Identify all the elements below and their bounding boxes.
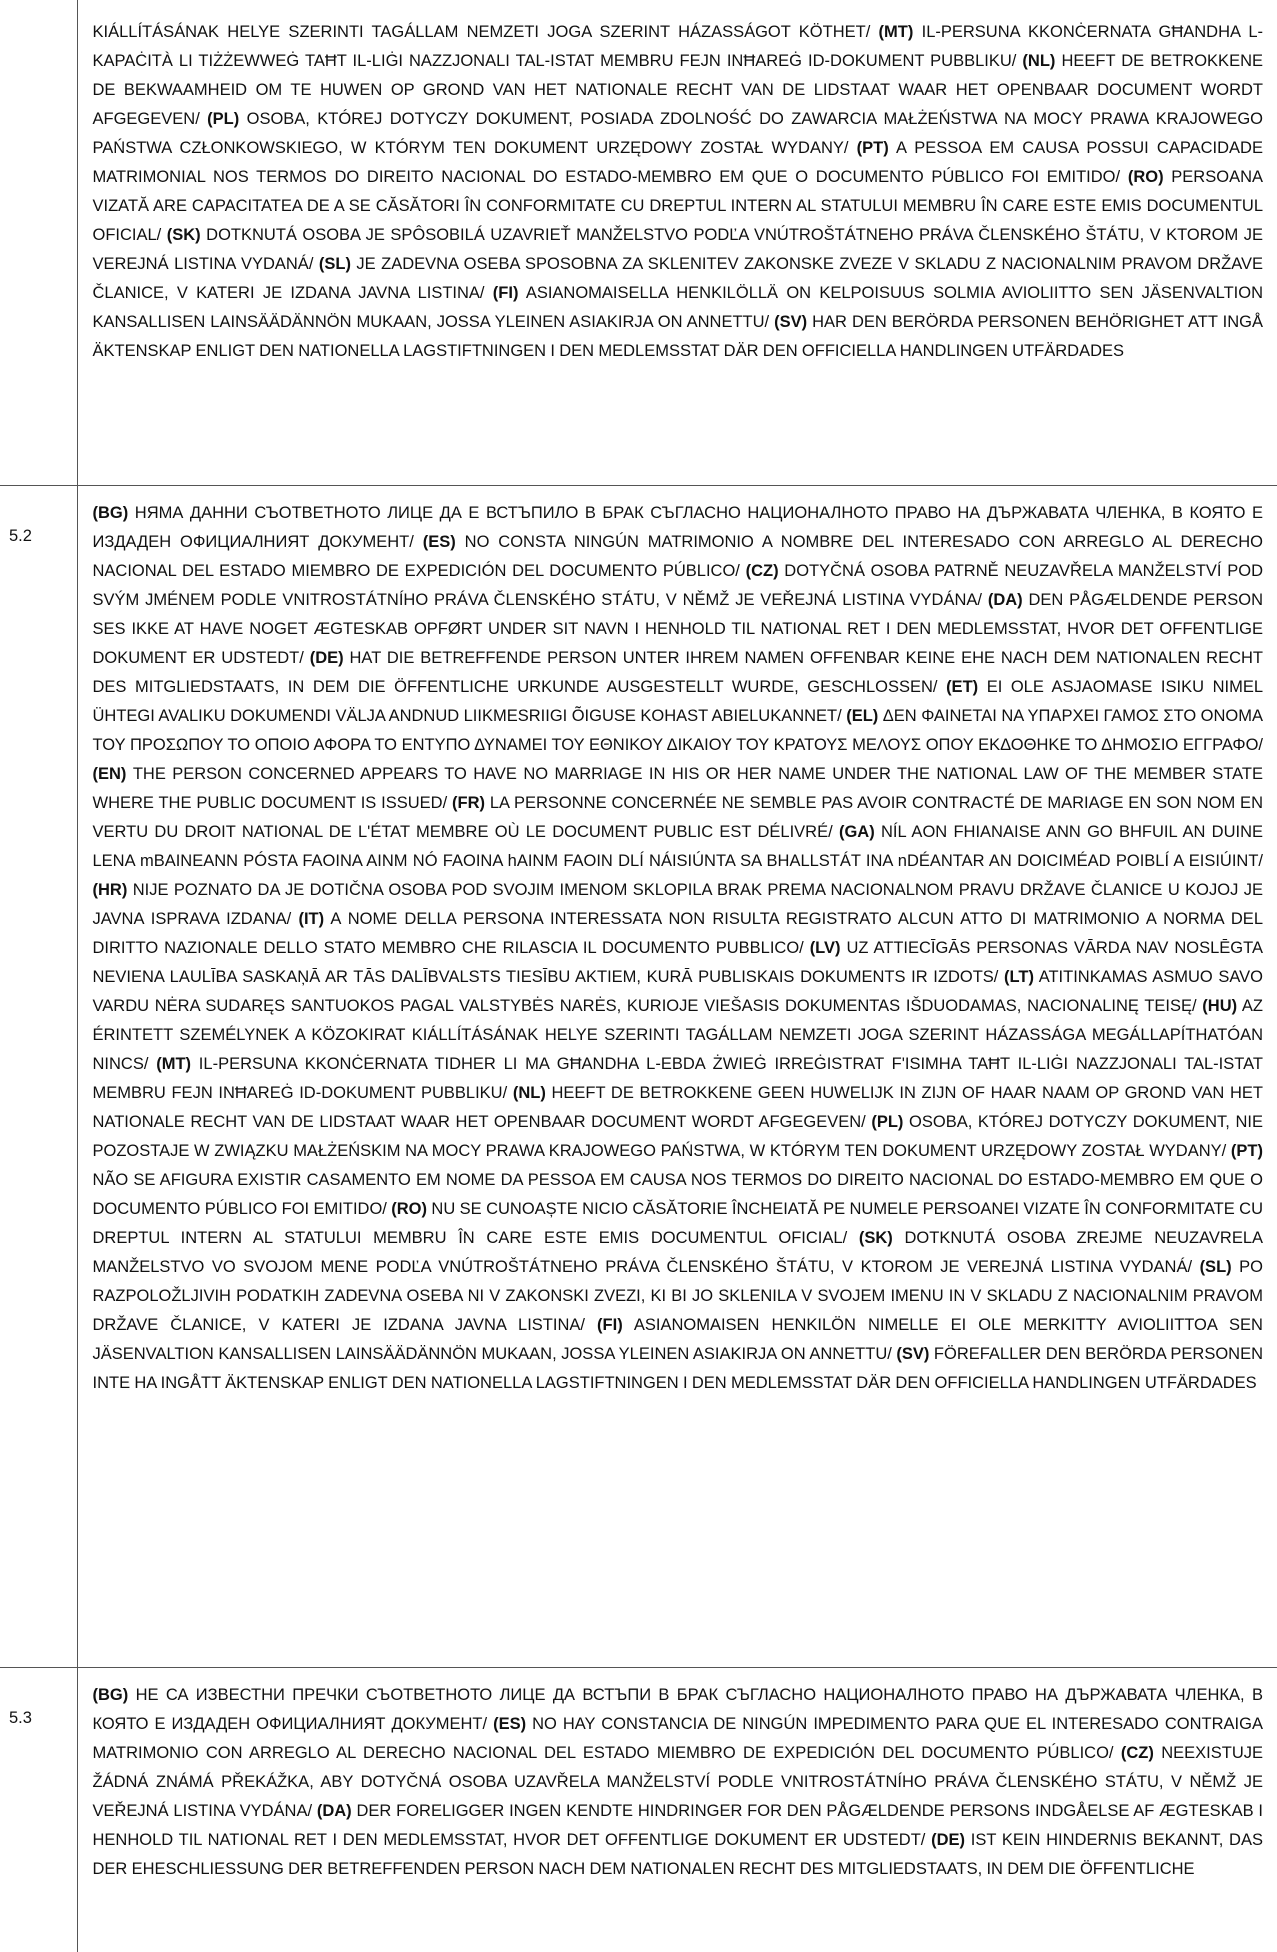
segment-text: NÍL AON FHIANAISE ANN GO BHFUIL AN DUINE LENA mBAINEANN PÓSTA FAOINA AINM NÓ FAOINA hAINM FAOIN DLÍ NÁISIÚNTA SA BHALLSTÁT INA nDÉANTAR AN DOICIMÉAD POIBLÍ A EISIÚINT/ — [92, 822, 1263, 870]
language-code: (IT) — [298, 909, 325, 928]
segment-text: IL-PERSUNA KKONĊERNATA GĦANDHA L-KAPAĊITÀ LI TIŻŻEWWEĠ TAĦT IL-LIĠI NAZZJONALI TAL-ISTAT MEMBRU FEJN INĦAREĠ ID-DOKUMENT PUBBLIKU/ — [92, 23, 1263, 70]
segment-text: HAT DIE BETREFFENDE PERSON UNTER IHREM NAMEN OFFENBAR KEINE EHE NACH DEM NATIONALEN RECHT DES MITGLIEDSTAATS, IN DEM DIE ÖFFENTLICHE URKUNDE AUSGESTELLT WURDE, GESCHLOSSEN/ — [92, 648, 1263, 696]
segment-text: PO RAZPOLOŽLJIVIH PODATKIH ZADEVNA OSEBA NI V ZAKONSKI ZVEZI, KI BI JO SKLENILA V SVOJEM IMENU IN V SKLADU Z NACIONALNIM PRAVOM DRŽAVE ČLANICE, V KATERI JE IZDANA JAVNA LISTINA/ — [92, 1257, 1264, 1334]
segment-text: NÃO SE AFIGURA EXISTIR CASAMENTO EM NOME DA PESSOA EM CAUSA NOS TERMOS DO DIREITO NACIONAL DO ESTADO-MEMBRO EM QUE O DOCUMENTO PÚBLICO FOI EMITIDO/ — [92, 1170, 1263, 1218]
language-code: (SL) — [318, 255, 351, 273]
segment-text: HEEFT DE BETROKKENE DE BEKWAAMHEID OM TE HUWEN OP GROND VAN HET NATIONALE RECHT VAN DE LIDSTAAT WAAR HET OPENBAAR DOCUMENT WORDT AFGEGEVEN/ — [92, 52, 1263, 128]
language-code: (MT) — [156, 1054, 192, 1073]
language-code: (PT) — [856, 139, 889, 157]
language-code: (EL) — [846, 706, 879, 725]
language-code: (SK) — [166, 226, 201, 244]
segment-text: JE ZADEVNA OSEBA SPOSOBNA ZA SKLENITEV ZAKONSKE ZVEZE V SKLADU Z NACIONALNIM PRAVOM DRŽAVE ČLANICE, V KATERI JE IZDANA JAVNA LISTINA/ — [92, 255, 1263, 302]
language-code: (PL) — [207, 110, 240, 128]
language-code: (HR) — [92, 880, 128, 899]
row-number: 5.2 — [0, 485, 77, 1667]
language-code: (BG) — [92, 1685, 129, 1704]
segment-text: A PESSOA EM CAUSA POSSUI CAPACIDADE MATRIMONIAL NOS TERMOS DO DIREITO NACIONAL DO ESTADO-MEMBRO EM QUE O DOCUMENTO PÚBLICO FOI EMITIDO/ — [92, 139, 1263, 186]
language-code: (ES) — [422, 532, 456, 551]
segment-text: HAR DEN BERÖRDA PERSONEN BEHÖRIGHET ATT INGÅ ÄKTENSKAP ENLIGT DEN NATIONELLA LAGSTIFTNINGEN I DEN MEDLEMSSTAT DÄR DEN OFFICIELLA HANDLINGEN UTFÄRDADES — [92, 313, 1263, 360]
table-row — [0, 0, 1277, 485]
segment-text: DOTKNUTÁ OSOBA ZREJME NEUZAVRELA MANŽELSTVO VO SVOJOM MENE PODĽA VNÚTROŠTÁTNEHO PRÁVA ČLENSKÉHO ŠTÁTU, V KTOROM JE VEREJNÁ LISTINA VYDANÁ/ — [92, 1228, 1264, 1276]
segment-text: KIÁLLÍTÁSÁNAK HELYE SZERINTI TAGÁLLAM NEMZETI JOGA SZERINT HÁZASSÁGOT KÖTHET/ — [92, 23, 879, 41]
language-code: (SV) — [896, 1344, 930, 1363]
segment-text: NEEXISTUJE ŽÁDNÁ ZNÁMÁ PŘEKÁŽKA, ABY DOTYČNÁ OSOBA UZAVŘELA MANŽELSTVÍ PODLE VNITROSTÁTNÍHO PRÁVA ČLENSKÉHO STÁTU, V NĚMŽ JE VEŘEJNÁ LISTINA VYDÁNA/ — [92, 1743, 1263, 1820]
segment-text: NIJE POZNATO DA JE DOTIČNA OSOBA POD SVOJIM IMENOM SKLOPILA BRAK PREMA NACIONALNOM PRAVU DRŽAVE ČLANICE U KOJOJ JE JAVNA ISPRAVA IZDANA/ — [92, 880, 1263, 928]
table-row — [0, 1667, 1277, 1952]
row-number: 5.3 — [0, 1667, 77, 1952]
language-code: (DE) — [931, 1830, 966, 1849]
segment-text: A NOME DELLA PERSONA INTERESSATA NON RISULTA REGISTRATO ALCUN ATTO DI MATRIMONIO A NORMA DEL DIRITTO NAZIONALE DELLO STATO MEMBRO CHE RILASCIA IL DOCUMENTO PUBBLICO/ — [92, 909, 1263, 957]
language-code: (PL) — [871, 1112, 904, 1131]
segment-text: DER FORELIGGER INGEN KENDTE HINDRINGER FOR DEN PÅGÆLDENDE PERSONS INDGÅELSE AF ÆGTESKAB I HENHOLD TIL NATIONAL RET I DEN MEDLEMSSTAT, HVOR DET OFFENTLIGE DOKUMENT ER UDSTEDT/ — [92, 1801, 1263, 1849]
language-code: (NL) — [512, 1083, 546, 1102]
segment-text: ΔΕΝ ΦΑΙΝΕΤΑΙ ΝΑ ΥΠΑΡΧΕΙ ΓΑΜΟΣ ΣΤΟ ΟΝΟΜΑ ΤΟΥ ΠΡΟΣΩΠΟΥ ΤΟ ΟΠΟΙΟ ΑΦΟΡΑ ΤΟ ΕΝΤΥΠΟ ΔΥΝΑΜΕΙ ΤΟΥ ΕΘΝΙΚΟΥ ΔΙΚΑΙΟΥ ΤΟΥ ΚΡΑΤΟΥΣ ΜΕΛΟΥΣ ΟΠΟΥ ΕΚΔΟΘΗΚΕ ΤΟ ΔΗΜΟΣΙΟ ΕΓΓΡΑΦΟ/ — [92, 706, 1263, 754]
language-code: (FI) — [597, 1315, 623, 1334]
segment-text: НЯМА ДАННИ СЪОТВЕТНОТО ЛИЦЕ ДА Е ВСТЪПИЛО В БРАК СЪГЛАСНО НАЦИОНАЛНОТО ПРАВО НА ДЪРЖАВАТА ЧЛЕНКА, В КОЯТО Е ИЗДАДЕН ОФИЦИАЛНИЯТ ДОКУМЕНТ/ — [92, 503, 1263, 551]
language-code: (SK) — [858, 1228, 893, 1247]
segment-text: AZ ÉRINTETT SZEMÉLYNEK A KÖZOKIRAT KIÁLLÍTÁSÁNAK HELYE SZERINTI TAGÁLLAM NEMZETI JOGA SZERINT HÁZASSÁGA MEGÁLLAPÍTHATÓAN NINCS/ — [92, 996, 1263, 1073]
language-code: (DA) — [316, 1801, 352, 1820]
row-text — [77, 485, 1277, 1667]
segment-text: LA PERSONNE CONCERNÉE NE SEMBLE PAS AVOIR CONTRACTÉ DE MARIAGE EN SON NOM EN VERTU DU DROIT NATIONAL DE L'ÉTAT MEMBRE OÙ LE DOCUMENT PUBLIC EST DÉLIVRÉ/ — [92, 793, 1263, 841]
segment-text: ATITINKAMAS ASMUO SAVO VARDU NĖRA SUDARĘS SANTUOKOS PAGAL VALSTYBĖS NARĖS, KURIOJE VIEŠASIS DOKUMENTAS IŠDUODAMAS, NACIONALINĘ TEISĘ/ — [92, 967, 1263, 1015]
language-code: (CZ) — [1120, 1743, 1154, 1762]
segment-text: ASIANOMAISELLA HENKILÖLLÄ ON KELPOISUUS SOLMIA AVIOLIITTO SEN JÄSENVALTION KANSALLISEN LAINSÄÄDÄNNÖN MUKAAN, JOSSA YLEINEN ASIAKIRJA ON ANNETTU/ — [92, 284, 1263, 331]
segment-text: NO HAY CONSTANCIA DE NINGÚN IMPEDIMENTO PARA QUE EL INTERESADO CONTRAIGA MATRIMONIO CON ARREGLO AL DERECHO NACIONAL DEL ESTADO MIEMBRO DE EXPEDICIÓN DEL DOCUMENTO PÚBLICO/ — [92, 1714, 1263, 1762]
language-code: (ES) — [493, 1714, 527, 1733]
segment-text: IL-PERSUNA KKONĊERNATA TIDHER LI MA GĦANDHA L-EBDA ŻWIEĠ IRREĠISTRAT F'ISIMHA TAĦT IL-LIĠI NAZZJONALI TAL-ISTAT MEMBRU FEJN INĦAREĠ ID-DOKUMENT PUBBLIKU/ — [92, 1054, 1263, 1102]
segment-text: FÖREFALLER DEN BERÖRDA PERSONEN INTE HA INGÅTT ÄKTENSKAP ENLIGT DEN NATIONELLA LAGSTIFTNINGEN I DEN MEDLEMSSTAT DÄR DEN OFFICIELLA HANDLINGEN UTFÄRDADES — [92, 1344, 1263, 1392]
segment-text: DEN PÅGÆLDENDE PERSON SES IKKE AT HAVE NOGET ÆGTESKAB OPFØRT UNDER SIT NAVN I HENHOLD TIL NATIONAL RET I DEN MEDLEMSSTAT, HVOR DET OFFENTLIGE DOKUMENT ER UDSTEDT/ — [92, 590, 1263, 667]
language-code: (RO) — [1127, 168, 1164, 186]
segment-text: NO CONSTA NINGÚN MATRIMONIO A NOMBRE DEL INTERESADO CON ARREGLO AL DERECHO NACIONAL DEL ESTADO MIEMBRO DE EXPEDICIÓN DEL DOCUMENTO PÚBLICO/ — [92, 532, 1263, 580]
language-code: (BG) — [92, 503, 129, 522]
language-code: (FI) — [492, 284, 519, 302]
language-code: (RO) — [391, 1199, 428, 1218]
segment-text: НЕ СА ИЗВЕСТНИ ПРЕЧКИ СЪОТВЕТНОТО ЛИЦЕ ДА ВСТЪПИ В БРАК СЪГЛАСНО НАЦИОНАЛНОТО ПРАВО НА ДЪРЖАВАТА ЧЛЕНКА, В КОЯТО Е ИЗДАДЕН ОФИЦИАЛНИЯТ ДОКУМЕНТ/ — [92, 1685, 1263, 1733]
segment-text: DOTYČNÁ OSOBA PATRNĚ NEUZAVŘELA MANŽELSTVÍ POD SVÝM JMÉNEM PODLE VNITROSTÁTNÍHO PRÁVA ČLENSKÉHO STÁTU, V NĚMŽ JE VEŘEJNÁ LISTINA VYDÁNA/ — [92, 561, 1263, 609]
segment-text: NU SE CUNOAȘTE NICIO CĂSĂTORIE ÎNCHEIATĂ PE NUMELE PERSOANEI VIZATE ÎN CONFORMITATE CU DREPTUL INTERN AL STATULUI MEMBRU ÎN CARE ESTE EMIS DOCUMENTUL OFICIAL/ — [92, 1199, 1263, 1247]
language-code: (LT) — [1004, 967, 1034, 986]
language-code: (HU) — [1202, 996, 1238, 1015]
segment-text: IST KEIN HINDERNIS BEKANNT, DAS DER EHESCHLIESSUNG DER BETREFFENDEN PERSON NACH DEM NATIONALEN RECHT DES MITGLIEDSTAATS, IN DEM DIE ÖFFENTLICHE — [92, 1830, 1263, 1878]
language-code: (CZ) — [745, 561, 779, 580]
table-row — [0, 485, 1277, 1667]
language-code: (ET) — [946, 677, 979, 696]
segment-text: OSOBA, KTÓREJ DOTYCZY DOKUMENT, NIE POZOSTAJE W ZWIĄZKU MAŁŻEŃSKIM NA MOCY PRAWA KRAJOWEGO PAŃSTWA, W KTÓRYM TEN DOKUMENT URZĘDOWY ZOSTAŁ WYDANY/ — [92, 1112, 1263, 1160]
language-code: (SL) — [1199, 1257, 1232, 1276]
segment-text: THE PERSON CONCERNED APPEARS TO HAVE NO MARRIAGE IN HIS OR HER NAME UNDER THE NATIONAL LAW OF THE MEMBER STATE WHERE THE PUBLIC DOCUMENT IS ISSUED/ — [92, 764, 1263, 812]
language-code: (SV) — [774, 313, 808, 331]
row-text — [77, 0, 1277, 485]
language-code: (LV) — [809, 938, 841, 957]
language-segment — [93, 23, 879, 41]
segment-text: UZ ATTIECĪGĀS PERSONAS VĀRDA NAV NOSLĒGTA NEVIENA LAULĪBA SASKAŅĀ AR TĀS DALĪBVALSTS TIESĪBU AKTIEM, KURĀ PUBLISKAIS DOKUMENTS IR IZDOTS/ — [92, 938, 1263, 986]
language-code: (GA) — [838, 822, 875, 841]
segment-text: OSOBA, KTÓREJ DOTYCZY DOKUMENT, POSIADA ZDOLNOŚĆ DO ZAWARCIA MAŁŻEŃSTWA NA MOCY PRAWA KRAJOWEGO PAŃSTWA CZŁONKOWSKIEGO, W KTÓRYM TEN DOKUMENT URZĘDOWY ZOSTAŁ WYDANY/ — [92, 110, 1263, 157]
segment-text: HEEFT DE BETROKKENE GEEN HUWELIJK IN ZIJN OF HAAR NAAM OP GROND VAN HET NATIONALE RECHT VAN DE LIDSTAAT WAAR HET OPENBAAR DOCUMENT WORDT AFGEGEVEN/ — [92, 1083, 1263, 1131]
segment-text: PERSOANA VIZATĂ ARE CAPACITATEA DE A SE CĂSĂTORI ÎN CONFORMITATE CU DREPTUL INTERN AL STATULUI MEMBRU ÎN CARE ESTE EMIS DOCUMENTUL OFICIAL/ — [92, 168, 1263, 244]
segment-text: EI OLE ASJAOMASE ISIKU NIMEL ÜHTEGI AVALIKU DOKUMENDI VÄLJA ANDNUD LIIKMESRIIGI ÕIGUSE KOHAST ABIELUKANNET/ — [92, 677, 1264, 725]
language-code: (DA) — [987, 590, 1023, 609]
segment-text: ASIANOMAISEN HENKILÖN NIMELLE EI OLE MERKITTY AVIOLIITTOA SEN JÄSENVALTION KANSALLISEN LAINSÄÄDÄNNÖN MUKAAN, JOSSA YLEINEN ASIAKIRJA ON ANNETTU/ — [92, 1315, 1263, 1363]
language-code: (EN) — [92, 764, 127, 783]
language-code: (DE) — [309, 648, 344, 667]
row-text — [77, 1667, 1277, 1952]
language-code: (NL) — [1022, 52, 1056, 70]
language-code: (MT) — [878, 23, 914, 41]
row-number — [0, 0, 77, 485]
language-code: (PT) — [1230, 1141, 1263, 1160]
language-code: (FR) — [452, 793, 485, 812]
segment-text: DOTKNUTÁ OSOBA JE SPÔSOBILÁ UZAVRIEŤ MANŽELSTVO PODĽA VNÚTROŠTÁTNEHO PRÁVA ČLENSKÉHO ŠTÁTU, V KTOROM JE VEREJNÁ LISTINA VYDANÁ/ — [92, 226, 1263, 273]
